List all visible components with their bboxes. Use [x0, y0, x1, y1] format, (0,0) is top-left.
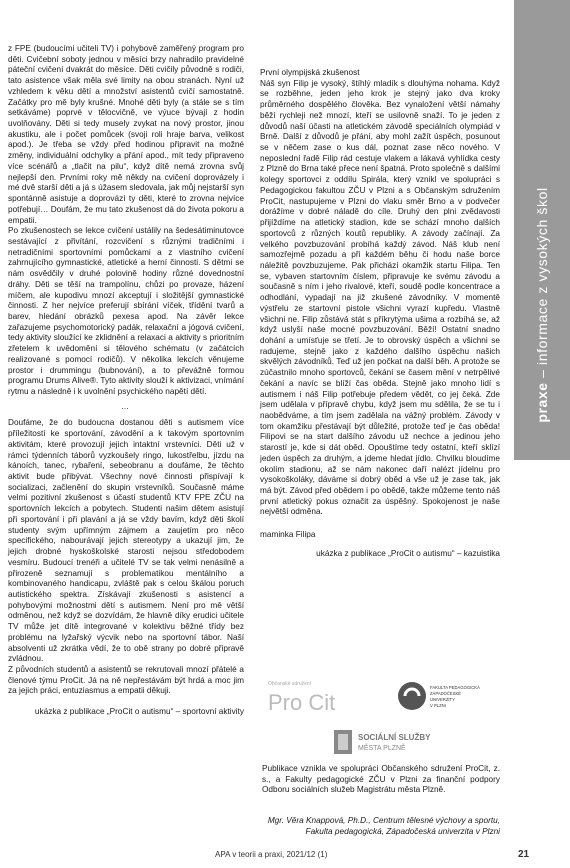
page-number: 21: [518, 849, 530, 860]
right-column: [260, 68, 500, 560]
sidebar-label: [534, 187, 550, 422]
sidebar-label-bold: praxe: [534, 382, 550, 423]
footer-journal: APA v teorii a praxi, 2021/12 (1): [215, 850, 328, 859]
faculty-line2: ZÁPADOČESKÉ: [430, 691, 462, 696]
left-paragraph: Z původních studentů a asistentů se rekrutovali mnozí přátelé a členové týmu ProCit. Já na ně nepřestávám být hrdá a moc jim za jejich práci, entuziasmus a empatii děkuji.: [8, 664, 244, 696]
left-paragraph: Doufáme, že do budoucna dostanou děti s autismem více příležitostí ke sportování, závodění a k takovým sportovním aktivitám, které provozují jejich intaktní vrstevníci. Děti už v rámci týdenních táborů vyzkoušely ringo, lukostřelbu, jízdu na kánoích, tanec, rybaření, sebeobranu a doufáme, že těchto aktivit bude přibývat. Všechny nové činnosti přispívají k socializaci, začlenění do skupin vrstevníků. Současně máme velmi pozitivní zkušenost s účastí studentů KTV FPE ZČU na sportovních lekcích a pobytech. Studenti našim dětem asistují při sportování i při plavání a já se vždy bavím, když děti školí studenty svým upřímným zájmem a zaujetím pro něco specifického, nabourávají jejich stereotypy a ukazují jim, že jejich drobné hyskoškolské starosti nejsou středobodem vesmíru. Budoucí trenéři a učitelé TV se tak velmi nenásilně a přirozeně seznamují s problematikou mentálního a kombinovaného handicapu, zvláště pak s celou škálou poruch autistického spektra. Získávají zkušenosti s asistencí a pohybovými možnostmi dětí s autismem. Není pro mě větší odměnou, než když se dozvídám, že hlavně díky erudici učitele TV může jet dítě integrované v kolektivu běžné třídy bez problému na lyžařský výcvik nebo na sportovní tábor. Naší absolventi už zkrátka vědí, že to obě strany po dobré připravě zvládnou.: [8, 418, 244, 664]
procit-logo: [262, 676, 367, 724]
faculty-line4: V PLZNI: [430, 703, 446, 708]
right-attribution: ukázka z publikace „ProCit o autismu“ – kazuistika: [316, 548, 500, 558]
author-info: Mgr. Věra Knappová, Ph.D., Centrum tělesné výchovy a sportu, Fakulta pedagogická, Západočeská univerzita v Plzni: [267, 816, 500, 836]
signature: maminka Filipa: [260, 530, 316, 540]
left-attribution: ukázka z publikace „ProCit o autismu“ – sportovní aktivity: [34, 707, 244, 717]
social-line2: MĚSTA PLZNĚ: [358, 745, 406, 752]
procit-name: Pro Cit: [268, 690, 336, 715]
left-column: [8, 44, 244, 718]
partner-logos: [262, 676, 500, 816]
left-paragraph: z FPE (budoucími učiteli TV) i pohybově zaměřený program pro děti. Cvičební soboty jednou v měsíci brzy nahradilo pravidelné páteční cvičení dvakrát do měsíce. Děti cvičily původně s rodiči, tato asistence však měla své limity na obou stranách. Nyní už vzhledem k věku dětí a množství asistentů cvičí samostatně. Začátky pro mě byly krušné. Mnohé děti byly (a stále se s tím setkáváme) poprvé v tělocvičně, ve výuce bývají z hodin uvolňovány. Děti si tedy musely zvykat na nový prostor, jinou akustiku, ale i počet pomůcek (svoji roli hraje barva, velikost apod.). Je třeba se vždy před hodinou připravit na možné změny, individuální odchylky a přání apod., mít tedy připraveno více scénářů a „tlačit na pilu“, když dítě nemá zrovna svůj nejlepší den. Prvními roky mě někdy na cvičení doprovázely i mé dvě starší děti a já s úžasem sledovala, jak můj nejstarší syn spontánně asistuje a doprovází ty děti, které to zrovna nejvíce potřebují… Doufám, že mu tato zkušenost dá do života pokoru a empatii.: [8, 44, 244, 225]
faculty-line3: UNIVERZITY: [430, 697, 455, 702]
sidebar-label-rest: – informace z vysokých škol: [534, 187, 550, 383]
faculty-line1: FAKULTA PEDAGOGICKÁ: [430, 685, 480, 690]
procit-small-text: Občanské sdružení: [268, 681, 312, 687]
sidebar-tab: [514, 0, 570, 460]
faculty-logo: [398, 682, 480, 710]
right-paragraph: Náš syn Filip je vysoký, štíhlý mladík s dlouhýma nohama. Když se rozběhne, jeden jeho krok je stejný jako dva kroky průměrného dospělého člověka. Bez vynaložení větší námahy běží rychleji než mnozí, kteří se usilovně snaží. To je jeden z důvodů naší účasti na atletickém závodě speciálních olympiád v Brně. Další z důvodů je přání, aby mohl zažít úspěch, posunout se v něčem zase o kus dál, poznat zase něco nového. V neposlední řadě Filip rád cestuje vlakem a lákavá vyhlídka cesty z Plzně do Brna také přece není špatná. Proto společně s dalšími kolegy sportovci z oddílu Spirála, který vznikl ve spolupráci s Pedagogickou fakultou ZČU v Plzni a s Občanským sdružením ProCit, nastupujeme v Plzni do vlaku směr Brno a v podvečer dorážíme v dobré náladě do cíle. Druhý den plni zvědavosti přijíždíme na atletický stadion, kde se schází mnoho dalších sportovců z různých koutů republiky. A závody začínají. Za velkého povzbuzování probíhá každý závod. Náš klub není samozřejmě pozadu a při každém běhu či hodu naše borce náležitě povzbuzujeme. Pak přichází okamžik startu Filipa. Ten se, vybaven startovním číslem, připravuje ke svému závodu a současně s ním i jeho rivalové, kteří, soudě podle koncentrace a odhodlání, vypadají na již zkušené závodníky. V momentě výstřelu ze startovní pistole všichni vyrazí kupředu. Vlastně všichni ne. Filip zůstává stát s příkrytýma ušima a rozbíhá se, až když uslyší naše mocné povzbuzování. Běží! Ostatní snadno dohání a umísťuje se třetí. Je to obrovský úspěch a všichni se radujeme, stejně jako z každého dalšího úspěchu našich skvělých závodníků. Teď už jen počkat na další běh. A protože se zúčastnilo mnoho sportovců, čekání se časem mění v netrpělivé čekání a navíc se blíží čas oběda. Stejně jako mnoho lidí s autismem i náš Filip potřebuje předem vědět, co jej čeká. Zde jsem udělala v přípravě chybu, když jsem mu sdělila, že se tu i naobědváme, a tím jsem zadělala na vážný problém. Závody v tom okamžiku přestávají být důležité, protože teď je čas oběda! Filipovi se na start dalšího závodu už nechce a jedinou jeho starostí je, kde si dát oběd. Opouštíme tedy ostatní, kteří sklízí jeden úspěch za druhým, a jdeme hledat jídlo. Chvilku bloudíme okolím stadionu, až se nám nakonec daří nalézt jídelnu pro vysokoškoláky, dáváme si dobrý oběd a vše už je zase tak, jak má být. Závod před obědem i po obědě, takže můžeme tento náš první atletický pokus označit za úspěšný. Spokojenost je naše největší odměna.: [260, 78, 500, 517]
logos-caption: Publikace vznikla ve spolupráci Občanského sdružení ProCit, z. s., a Fakulty pedagogické ZČU v Plzni za finanční podpory Odboru sociálních služeb Magistrátu města Plzně.: [262, 764, 500, 795]
story-heading: První olympijská zkušenost: [260, 68, 360, 77]
social-line1: SOCIÁLNÍ SLUŽBY: [358, 733, 431, 742]
left-paragraph: Po zkušenostech se lekce cvičení ustálily na šedesátiminutovce sestávající z přivítání, rozcvičení s různými tradičními i netradičními sportovními pomůckami a z vlastního cvičení zahrnujícího gymnastické, atletické a herní činnosti. S dětmi se nám osvědčily v druhé polovině hodiny různé dovednostní dráhy. Děti se těší na trampolínu, chůzi po provaze, házení míčem, ale kupodivu mnozí akceptují i složitější gymnastické činnosti. Z her nejvíce preferují sbírání víček, třídění tvarů a barev, hledání obrázků pexesa apod. Na závěr lekce zařazujeme psychomotorický padák, relaxační a jógová cvičení, tedy aktivity sloužící ke zklidnění a relaxaci a aktivity s prioritním zřetelem k uvědomění si tělového schématu (v začátcích realizované s pomocí rodičů). V několika lekcích věnujeme prostor i drummingu (bubnování), a to převážně formou programu Drums Alive®. Tyto aktivity slouží k aktivizaci, vnímání rytmu a následně i k uvolnění psychického napětí dětí.: [8, 226, 244, 396]
section-separator: …: [120, 401, 132, 411]
social-services-logo: [334, 730, 431, 754]
